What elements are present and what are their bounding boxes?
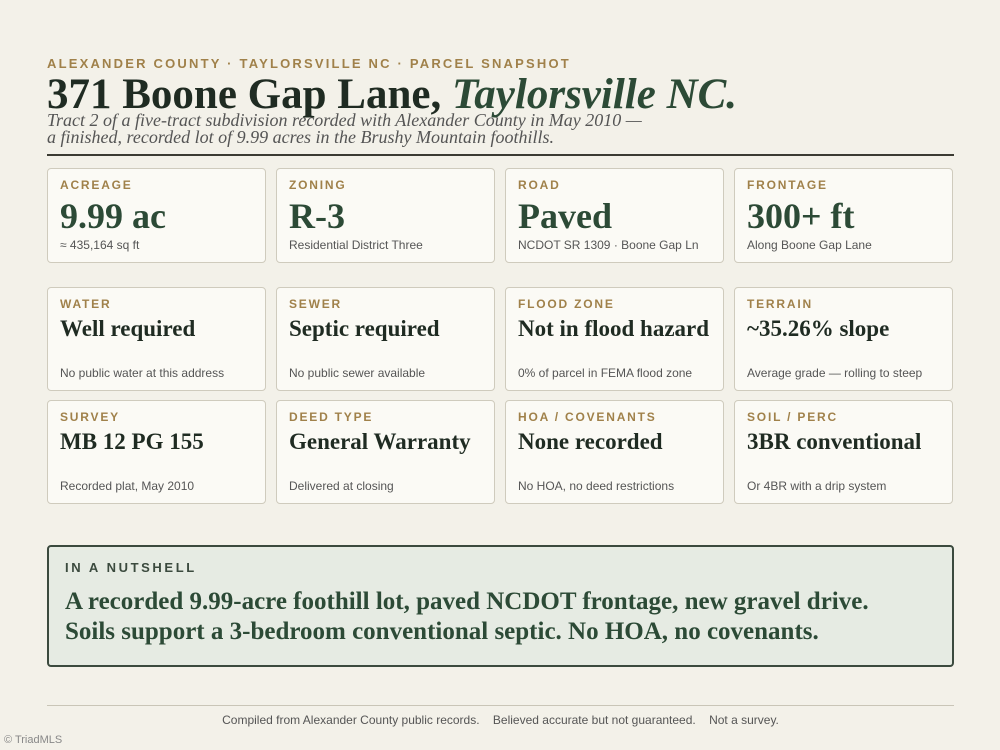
- nutshell-line-2: Soils support a 3-bedroom conventional septic. No HOA, no covenants.: [65, 618, 819, 645]
- detail-label: HOA / COVENANTS: [518, 410, 657, 424]
- stat-card-frontage: [734, 168, 953, 263]
- stat-label: ROAD: [518, 178, 561, 192]
- stat-value: Paved: [518, 196, 612, 236]
- title-address: 371 Boone Gap Lane,: [47, 71, 452, 118]
- watermark: © TriadMLS: [4, 734, 63, 746]
- detail-label: SOIL / PERC: [747, 410, 838, 424]
- detail-label: FLOOD ZONE: [518, 297, 615, 311]
- detail-value: ~35.26% slope: [747, 316, 890, 341]
- page-subtitle: [47, 112, 787, 146]
- stat-card-acreage: [47, 168, 266, 263]
- stat-note: ≈ 435,164 sq ft: [60, 238, 140, 252]
- detail-label: SEWER: [289, 297, 343, 311]
- key-stats-row: [47, 168, 954, 263]
- detail-note: No public sewer available: [289, 366, 426, 380]
- stat-note: NCDOT SR 1309 · Boone Gap Ln: [518, 238, 699, 252]
- detail-note: No public water at this address: [60, 366, 225, 380]
- header-divider: [47, 154, 954, 156]
- detail-value: General Warranty: [289, 429, 471, 454]
- footer-not-survey: Not a survey.: [709, 713, 779, 727]
- footer-accuracy: Believed accurate but not guaranteed.: [492, 713, 696, 727]
- detail-value: Well required: [60, 316, 196, 341]
- detail-label: DEED TYPE: [289, 410, 374, 424]
- stat-note: Along Boone Gap Lane: [747, 238, 872, 252]
- detail-card-hoa-covenants: [505, 400, 724, 504]
- stat-card-road: [505, 168, 724, 263]
- detail-card-water: [47, 287, 266, 391]
- stat-label: FRONTAGE: [747, 178, 828, 192]
- detail-card-flood-zone: [505, 287, 724, 391]
- footer-disclaimer: [47, 713, 954, 727]
- detail-note: Average grade — rolling to steep: [747, 366, 923, 380]
- detail-card-survey: [47, 400, 266, 504]
- stat-value: 9.99 ac: [60, 196, 166, 236]
- nutshell-label: IN A NUTSHELL: [65, 560, 197, 575]
- nutshell-text: [65, 587, 935, 647]
- stat-label: ACREAGE: [60, 178, 133, 192]
- detail-value: 3BR conventional: [747, 429, 922, 454]
- footer-source: Compiled from Alexander County public records.: [222, 713, 480, 727]
- stat-label: ZONING: [289, 178, 347, 192]
- header-eyebrow: ALEXANDER COUNTY · TAYLORSVILLE NC · PARCEL SNAPSHOT: [47, 56, 571, 71]
- detail-card-deed-type: [276, 400, 495, 504]
- legal-row: [47, 400, 954, 504]
- detail-note: Or 4BR with a drip system: [747, 479, 887, 493]
- nutshell-summary-box: [47, 545, 954, 667]
- subtitle-line-1: Tract 2 of a five-tract subdivision recorded with Alexander County in May 2010 —: [47, 110, 642, 130]
- detail-note: No HOA, no deed restrictions: [518, 479, 675, 493]
- nutshell-line-1: A recorded 9.99-acre foothill lot, paved NCDOT frontage, new gravel drive.: [65, 588, 869, 615]
- subtitle-line-2: a finished, recorded lot of 9.99 acres in the Brushy Mountain foothills.: [47, 127, 554, 147]
- detail-label: SURVEY: [60, 410, 120, 424]
- detail-card-terrain: [734, 287, 953, 391]
- detail-note: Recorded plat, May 2010: [60, 479, 195, 493]
- footer-divider: [47, 705, 954, 706]
- title-city: Taylorsville NC.: [451, 71, 738, 118]
- stat-value: 300+ ft: [747, 196, 855, 236]
- detail-label: TERRAIN: [747, 297, 813, 311]
- detail-value: MB 12 PG 155: [60, 429, 204, 454]
- stat-note: Residential District Three: [289, 238, 423, 252]
- detail-card-soil-perc: [734, 400, 953, 504]
- stat-value: R-3: [289, 196, 345, 236]
- detail-value: Septic required: [289, 316, 440, 341]
- detail-value: None recorded: [518, 429, 663, 454]
- detail-note: 0% of parcel in FEMA flood zone: [518, 366, 693, 380]
- utilities-row: [47, 287, 954, 391]
- detail-note: Delivered at closing: [289, 479, 394, 493]
- stat-card-zoning: [276, 168, 495, 263]
- detail-card-sewer: [276, 287, 495, 391]
- detail-value: Not in flood hazard: [518, 316, 710, 341]
- detail-label: WATER: [60, 297, 112, 311]
